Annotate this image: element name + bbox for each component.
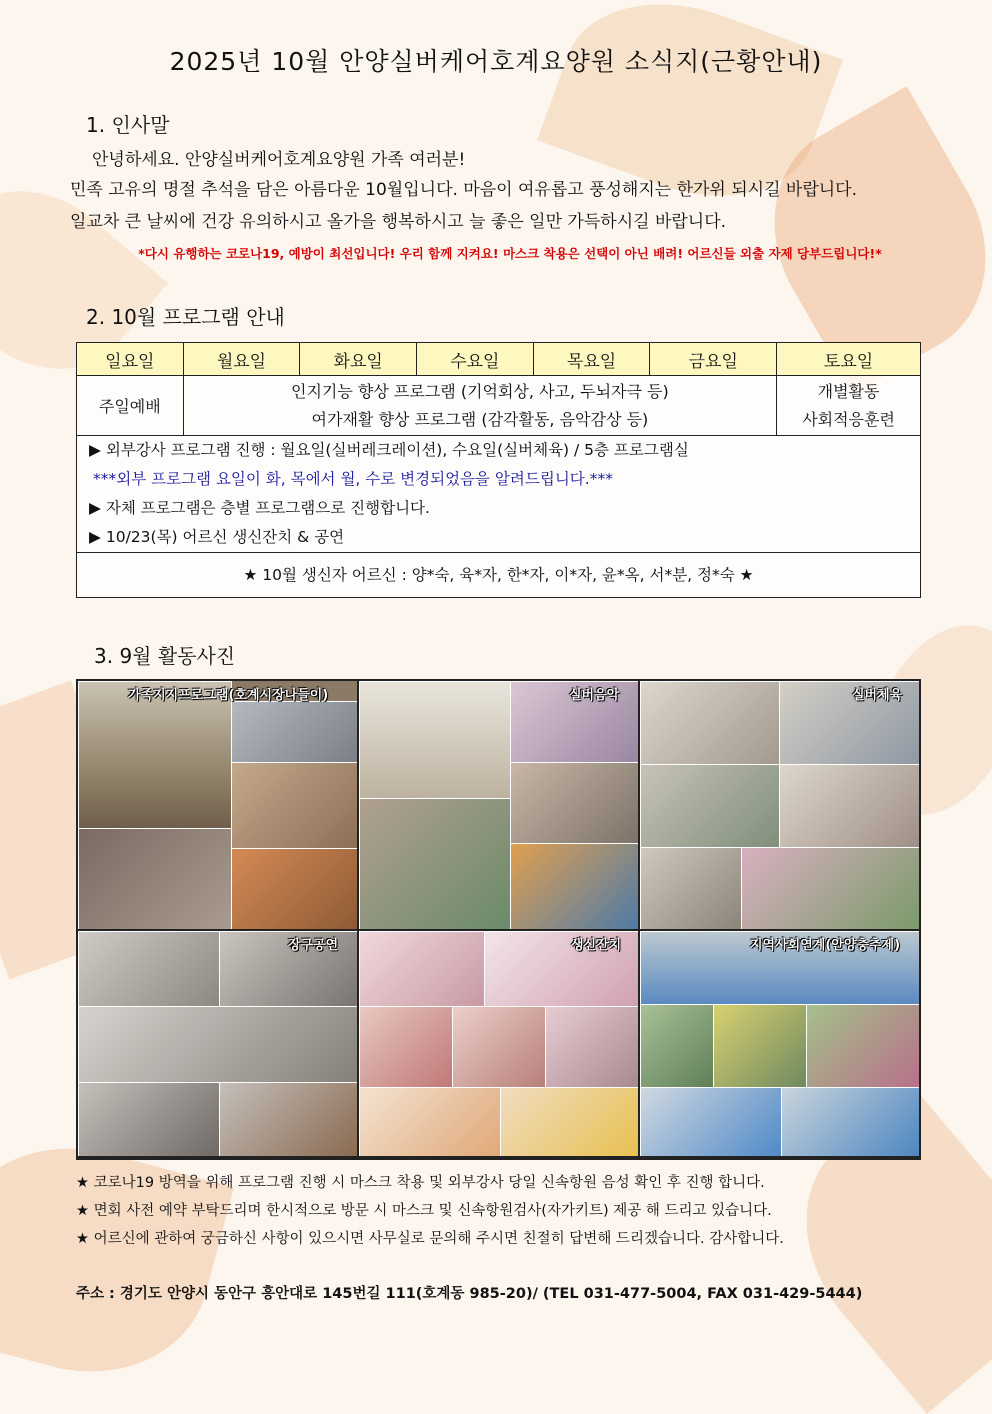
footnote: ★ 어르신에 관하여 궁금하신 사항이 있으시면 사무실로 문의해 주시면 친절히 답변해 드리겠습니다. 감사합니다. — [76, 1231, 784, 1247]
photo-label: 생신잔치 — [571, 938, 622, 953]
activity-photo — [500, 1087, 638, 1156]
leaf-decoration — [0, 1120, 234, 1400]
activity-photo — [78, 1082, 220, 1156]
program-change-notice: ***외부 프로그램 요일이 화, 목에서 월, 수로 변경되었음을 알려드립니다.*** — [93, 470, 613, 488]
photo-label: 장구공연 — [288, 938, 339, 953]
weekday-program-line: 인지기능 향상 프로그램 (기억회상, 사고, 두뇌자극 등) — [291, 381, 669, 401]
table-header-row — [77, 343, 921, 376]
activity-photo — [78, 828, 232, 929]
activity-photo — [640, 1004, 714, 1088]
day-header: 수요일 — [417, 343, 534, 376]
program-schedule-table — [76, 342, 921, 436]
photos-heading: 3. 9월 활동사진 — [94, 644, 236, 668]
program-note: ▶ 10/23(목) 어르신 생신잔치 & 공연 — [89, 528, 345, 546]
weekday-cell — [183, 376, 777, 436]
day-header: 화요일 — [300, 343, 417, 376]
weekday-program-line: 여가재활 향상 프로그램 (감각활동, 음악감상 등) — [311, 409, 649, 429]
program-heading: 2. 10월 프로그램 안내 — [86, 305, 285, 329]
activity-photo — [359, 681, 511, 799]
saturday-program-line: 개별활동 — [817, 381, 880, 401]
day-header: 월요일 — [183, 343, 300, 376]
photo-panel-janggu-performance — [78, 931, 357, 1156]
activity-photo — [640, 847, 742, 929]
activity-photo — [231, 762, 357, 849]
activity-photo — [359, 1006, 453, 1088]
activity-photo — [231, 701, 357, 763]
activity-photo — [781, 1087, 919, 1156]
day-header: 목요일 — [533, 343, 650, 376]
table-row — [77, 376, 921, 436]
greeting-line: 일교차 큰 날씨에 건강 유의하시고 올가을 행복하시고 늘 좋은 일만 가득하시길 바랍니다. — [70, 212, 727, 232]
greeting-line: 안녕하세요. 안양실버케어호계요양원 가족 여러분! — [92, 150, 466, 170]
activity-photo — [640, 764, 780, 848]
day-header: 금요일 — [650, 343, 777, 376]
photo-label: 실버체육 — [852, 688, 903, 703]
activity-photo — [640, 681, 780, 765]
greeting-heading: 1. 인사말 — [86, 113, 170, 137]
activity-photo — [231, 848, 357, 929]
covid-warning: *다시 유행하는 코로나19, 예방이 최선입니다! 우리 함께 지켜요! 마스크 착용은 선택이 아닌 배려! 어르신들 외출 자제 당부드립니다!* — [138, 246, 882, 261]
activity-photo — [359, 1087, 501, 1156]
activity-photo-collage — [76, 679, 921, 1160]
page-title: 2025년 10월 안양실버케어호계요양원 소식지(근황안내) — [169, 47, 823, 76]
activity-photo — [78, 681, 232, 829]
activity-photo — [78, 931, 220, 1007]
activity-photo — [510, 762, 638, 844]
address-contact: 주소 : 경기도 안양시 동안구 흥안대로 145번길 111(호계동 985-20)/ (TEL 031-477-5004, FAX 031-429-5444) — [76, 1286, 863, 1302]
saturday-cell — [777, 376, 921, 436]
photo-panel-silver-exercise — [640, 681, 919, 929]
photo-panel-birthday-party — [359, 931, 638, 1156]
photo-label: 지역사회연계(안양충추제) — [750, 938, 901, 953]
photo-label: 가족지지프로그램(호계시장나들이) — [128, 688, 329, 703]
activity-photo — [452, 1006, 546, 1088]
day-header: 일요일 — [77, 343, 184, 376]
saturday-program-line: 사회적응훈련 — [802, 409, 895, 429]
activity-photo — [359, 931, 485, 1007]
footnote: ★ 코로나19 방역을 위해 프로그램 진행 시 마스크 착용 및 외부강사 당일 신속항원 음성 확인 후 진행 합니다. — [76, 1175, 765, 1191]
activity-photo — [713, 1004, 807, 1088]
activity-photo — [806, 1004, 919, 1088]
activity-photo — [741, 847, 919, 929]
sunday-cell: 주일예배 — [77, 376, 184, 436]
photo-label: 실버음악 — [569, 688, 620, 703]
activity-photo — [779, 764, 919, 848]
activity-photo — [219, 1082, 357, 1156]
activity-photo — [640, 1087, 782, 1156]
day-header: 토요일 — [777, 343, 921, 376]
footnote: ★ 면회 사전 예약 부탁드리며 한시적으로 방문 시 마스크 및 신속항원검사(자가키트) 제공 해 드리고 있습니다. — [76, 1203, 772, 1219]
activity-photo — [359, 798, 511, 929]
photo-panel-silver-music — [359, 681, 638, 929]
activity-photo — [510, 843, 638, 929]
birthday-list: ★ 10월 생신자 어르신 : 양*숙, 육*자, 한*자, 이*자, 윤*옥, 서*분, 정*숙 ★ — [77, 552, 920, 597]
program-note: ▶ 자체 프로그램은 층별 프로그램으로 진행합니다. — [89, 499, 430, 517]
program-note: ▶ 외부강사 프로그램 진행 : 월요일(실버레크레이션), 수요일(실버체육) / 5층 프로그램실 — [89, 441, 689, 459]
greeting-line: 민족 고유의 명절 추석을 담은 아름다운 10월입니다. 마음이 여유롭고 풍성해지는 한가위 되시길 바랍니다. — [70, 180, 858, 200]
photo-panel-market-outing — [78, 681, 357, 929]
activity-photo — [78, 1006, 357, 1083]
program-notes — [76, 436, 921, 598]
photo-panel-community-festival — [640, 931, 919, 1156]
activity-photo — [545, 1006, 638, 1088]
